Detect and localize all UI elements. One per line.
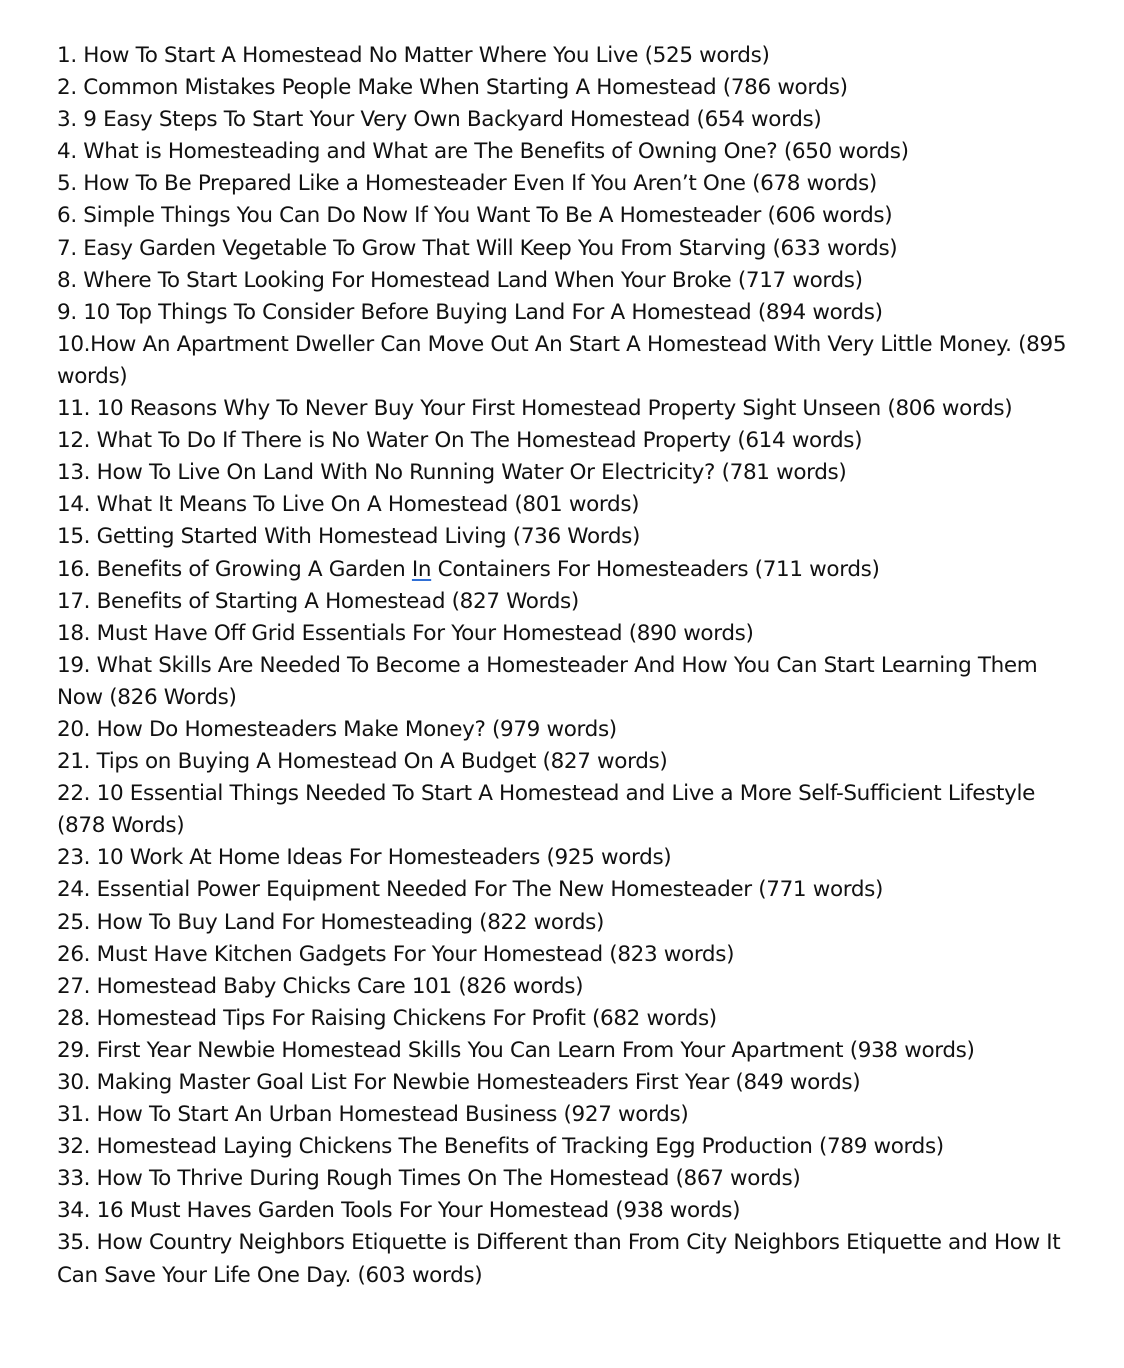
list-item: 26. Must Have Kitchen Gadgets For Your Homestead (823 words): [57, 941, 735, 967]
list-item: 17. Benefits of Starting A Homestead (827 Words): [57, 588, 579, 614]
list-item: 4. What is Homesteading and What are The Benefits of Owning One? (650 words): [57, 139, 909, 165]
list-item: 11. 10 Reasons Why To Never Buy Your First Homestead Property Sight Unseen (806 words): [57, 396, 1013, 422]
list-item: 35. How Country Neighbors Etiquette is Different than From City Neighbors Etiquette and How It Can Save Your Life One Day. (603 words): [57, 1230, 1061, 1288]
list-item: 1. How To Start A Homestead No Matter Where You Live (525 words): [57, 43, 770, 68]
list-item: 22. 10 Essential Things Needed To Start A Homestead and Live a More Self-Sufficient Lifestyle (878 Words): [57, 781, 1035, 839]
list-item: [57, 554, 1087, 586]
list-item: 2. Common Mistakes People Make When Starting A Homestead (786 words): [57, 75, 848, 101]
list-item: 18. Must Have Off Grid Essentials For Your Homestead (890 words): [57, 620, 754, 646]
list-item: 9. 10 Top Things To Consider Before Buying Land For A Homestead (894 words): [57, 299, 883, 325]
list-item: 6. Simple Things You Can Do Now If You Want To Be A Homesteader (606 words): [57, 203, 893, 229]
list-item: 20. How Do Homesteaders Make Money? (979 words): [57, 716, 617, 742]
list-item: 21. Tips on Buying A Homestead On A Budget (827 words): [57, 749, 668, 775]
list-item: 30. Making Master Goal List For Newbie Homesteaders First Year (849 words): [57, 1070, 861, 1095]
article-title-list: [57, 40, 1087, 1292]
list-item: 12. What To Do If There is No Water On The Homestead Property (614 words): [57, 428, 863, 454]
list-item: 15. Getting Started With Homestead Living (736 Words): [57, 524, 641, 550]
list-item: 5. How To Be Prepared Like a Homesteader Even If You Aren’t One (678 words): [57, 171, 877, 197]
list-item: 10.How An Apartment Dweller Can Move Out An Start A Homestead With Very Little Money. (895 words): [57, 331, 1067, 389]
list-item-text: Containers For Homesteaders (711 words): [431, 556, 880, 582]
list-item: 3. 9 Easy Steps To Start Your Very Own Backyard Homestead (654 words): [57, 107, 822, 133]
list-item: 28. Homestead Tips For Raising Chickens For Profit (682 words): [57, 1005, 717, 1031]
grammar-flagged-word[interactable]: In: [411, 556, 432, 582]
list-item: 32. Homestead Laying Chickens The Benefits of Tracking Egg Production (789 words): [57, 1134, 944, 1160]
list-item: 25. How To Buy Land For Homesteading (822 words): [57, 909, 605, 935]
list-item: 7. Easy Garden Vegetable To Grow That Will Keep You From Starving (633 words): [57, 235, 898, 261]
list-item: 24. Essential Power Equipment Needed For The New Homesteader (771 words): [57, 877, 884, 903]
list-item: 13. How To Live On Land With No Running Water Or Electricity? (781 words): [57, 460, 847, 486]
list-item: 14. What It Means To Live On A Homestead (801 words): [57, 492, 640, 518]
list-item: 31. How To Start An Urban Homestead Business (927 words): [57, 1102, 689, 1128]
list-item: 19. What Skills Are Needed To Become a Homesteader And How You Can Start Learning Them Now (826 Words): [57, 652, 1038, 710]
list-item: 29. First Year Newbie Homestead Skills You Can Learn From Your Apartment (938 words): [57, 1037, 975, 1063]
list-item: 33. How To Thrive During Rough Times On The Homestead (867 words): [57, 1166, 801, 1192]
list-item: 34. 16 Must Haves Garden Tools For Your Homestead (938 words): [57, 1198, 741, 1224]
list-item: 8. Where To Start Looking For Homestead Land When Your Broke (717 words): [57, 267, 863, 293]
list-item: 27. Homestead Baby Chicks Care 101 (826 words): [57, 973, 584, 999]
list-item: 23. 10 Work At Home Ideas For Homesteaders (925 words): [57, 845, 672, 871]
list-item-text: 16. Benefits of Growing A Garden: [57, 556, 412, 582]
